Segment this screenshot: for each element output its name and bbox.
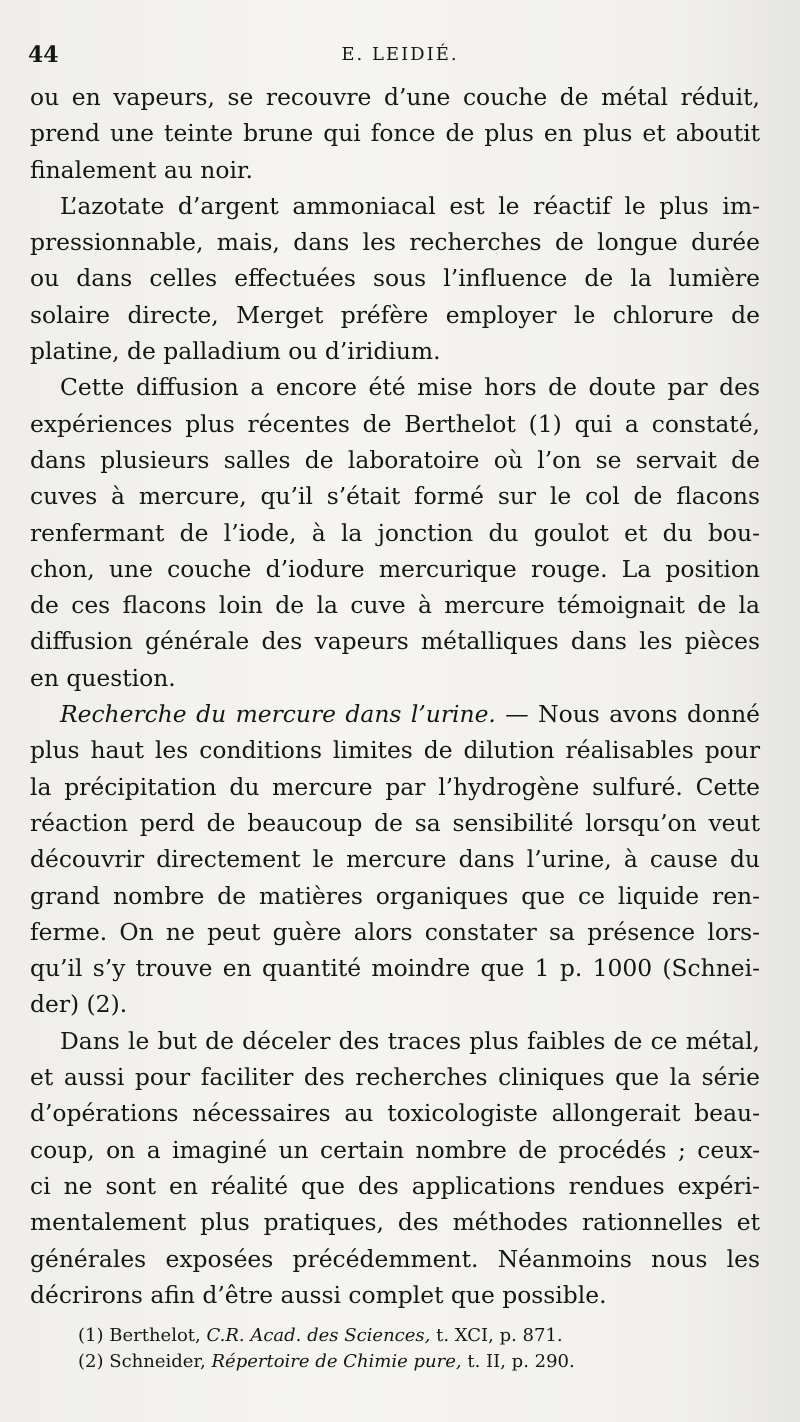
text-line: en question. [30,663,176,692]
text-line: qu’il s’y trouve en quantité moindre que 1 p. 1000 (Schnei- [30,954,760,983]
footnote-author: Schneider, [109,1351,206,1372]
text-line: ferme. On ne peut guère alors constater sa présence lors- [30,917,760,946]
text-line: chon, une couche d’iodure mercurique rouge. La position [30,554,760,583]
text-line: réaction perd de beaucoup de sa sensibilité lorsqu’on veut [30,808,760,837]
text-line: ou en vapeurs, se recouvre d’une couche de métal réduit, [30,83,760,111]
text-line: dans plusieurs salles de laboratoire où l’on se servait de [30,445,760,474]
footnote-marker: (2) [78,1351,104,1372]
text-line: ci ne sont en réalité que des applications rendues expéri- [30,1171,760,1200]
text-line: mentalement plus pratiques, des méthodes rationnelles et [30,1208,760,1237]
paragraph-4 [30,696,760,1023]
text-line: diffusion générale des vapeurs métalliques dans les pièces [30,627,760,656]
text-line: découvrir directement le mercure dans l’urine, à cause du [30,845,760,874]
text-line: cuves à mercure, qu’il s’était formé sur le col de flacons [30,482,760,511]
paragraph-5 [30,1023,760,1313]
paragraph-2 [30,188,760,369]
text-line: Dans le but de déceler des traces plus faibles de ce métal, [60,1026,760,1055]
text-line: plus haut les conditions limites de dilution réalisables pour [30,736,760,765]
text-line: générales exposées précédemment. Néanmoins nous les [30,1244,760,1273]
text-line: finalement au noir. [30,155,253,184]
text-line: coup, on a imaginé un certain nombre de procédés ; ceux- [30,1135,760,1164]
footnote-ref: t. II, p. 290. [467,1351,575,1372]
paragraph-1 [30,79,760,188]
page-number: 44 [28,42,59,68]
text-line: solaire directe, Merget préfère employer le chlorure de [30,300,760,329]
footnotes [78,1323,678,1375]
text-line: Cette diffusion a encore été mise hors de doute par des [60,373,760,402]
footnote-marker: (1) [78,1325,104,1346]
footnote-title: Répertoire de Chimie pure, [211,1351,462,1372]
text-line: expériences plus récentes de Berthelot (1) qui a constaté, [30,409,760,438]
footnote-title: C.R. Acad. des Sciences, [206,1325,431,1346]
text-line: la précipitation du mercure par l’hydrogène sulfuré. Cette [30,772,760,801]
text-line: pressionnable, mais, dans les recherches de longue durée [30,228,760,257]
text-line [30,696,760,732]
text-line: prend une teinte brune qui fonce de plus en plus et aboutit [30,119,760,148]
text-line: der) (2). [30,990,128,1019]
body-text [30,79,760,1313]
section-heading: Recherche du mercure dans l’urine. [60,700,496,729]
page-header [28,42,772,72]
text-run: — Nous avons donné [495,700,761,729]
text-line: ou dans celles effectuées sous l’influence de la lumière [30,264,760,293]
text-line: d’opérations nécessaires au toxicologiste allongerait beau- [30,1099,760,1128]
running-head: E. LEIDIÉ. [341,44,459,65]
footnote-1 [78,1323,678,1349]
text-line: L’azotate d’argent ammoniacal est le réactif le plus im- [60,191,760,220]
text-line: et aussi pour faciliter des recherches cliniques que la série [30,1063,760,1092]
text-line: grand nombre de matières organiques que ce liquide ren- [30,881,760,910]
text-line: de ces flacons loin de la cuve à mercure témoignait de la [30,591,760,620]
text-line: décrirons afin d’être aussi complet que possible. [30,1280,607,1309]
footnote-ref: t. XCI, p. 871. [436,1325,563,1346]
text-line: platine, de palladium ou d’iridium. [30,337,441,366]
footnote-2 [78,1349,678,1375]
text-line: renfermant de l’iode, à la jonction du goulot et du bou- [30,518,760,547]
footnote-author: Berthelot, [109,1325,201,1346]
paragraph-3 [30,369,760,696]
